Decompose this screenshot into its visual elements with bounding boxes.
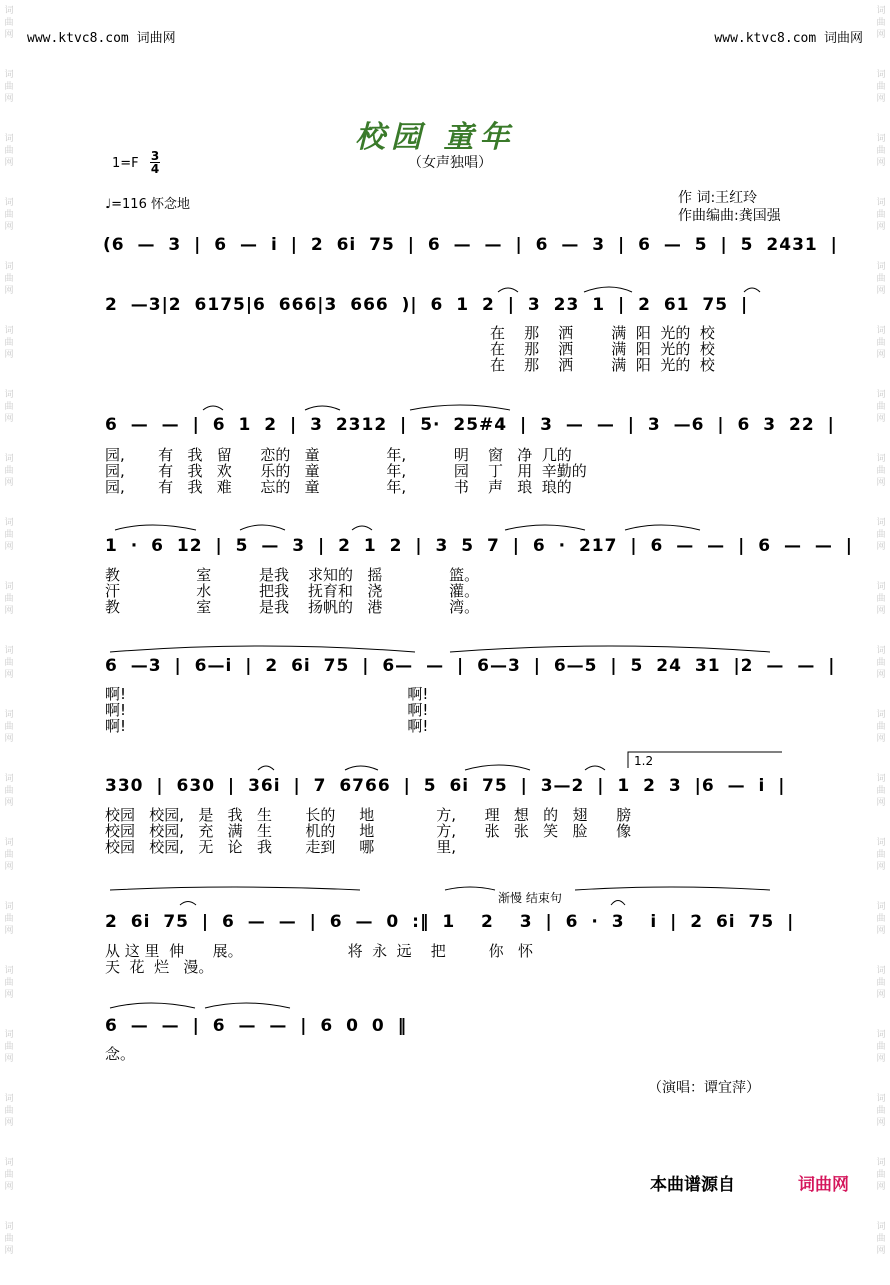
slur (498, 288, 518, 292)
watermark-text: 词 曲 网 (876, 774, 886, 808)
watermark-text: 词 曲 网 (876, 6, 886, 40)
watermark-text: 词 曲 网 (876, 1158, 886, 1192)
slur (505, 525, 585, 530)
watermark-text: 词 曲 网 (4, 902, 14, 936)
lyrics-row-4-verse-2: 汗 水 把我 抚育和 浇 灌。 (105, 582, 480, 600)
watermark-text: 词 曲 网 (876, 1030, 886, 1064)
watermark-text: 词 曲 网 (4, 326, 14, 360)
fermata (611, 901, 625, 906)
key-signature: 1=F (112, 156, 139, 171)
lyrics-row-2-verse-2: 在 那 洒 满 阳 光的 校 (490, 340, 715, 358)
lyrics-row-3-verse-3: 园, 有 我 难 忘的 童 年, 书 声 琅 琅的 (105, 478, 572, 496)
slur (115, 525, 196, 530)
watermark-text: 词 曲 网 (876, 454, 886, 488)
meter-bottom: 4 (150, 162, 160, 176)
watermark-text: 词 曲 网 (4, 582, 14, 616)
meter-top: 3 (150, 149, 160, 163)
lyrics-row-5-verse-1: 啊! 啊! (105, 685, 429, 703)
score-row-3: 6 — — | 6 1 2 | 3 2312 | 5· 25#4 | 3 — — | 3 —6 | 6 3 22 | (105, 415, 835, 435)
score-row-5: 6 —3 | 6—i | 2 6i 75 | 6— — | 6—3 | 6—5 | 5 24 31 |2 — — | (105, 656, 836, 676)
watermark-text: 词 曲 网 (876, 582, 886, 616)
watermark-text: 词 曲 网 (4, 6, 14, 40)
slur (345, 766, 378, 770)
watermark-text: 词 曲 网 (876, 326, 886, 360)
slur (240, 525, 285, 530)
watermark-text: 词 曲 网 (4, 774, 14, 808)
header-left: www.ktvc8.com 词曲网 (27, 31, 176, 46)
watermark-text: 词 曲 网 (4, 454, 14, 488)
lyrics-row-8-verse-1: 念。 (105, 1045, 136, 1063)
watermark-text: 词 曲 网 (4, 966, 14, 1000)
watermark-text: 词 曲 网 (4, 390, 14, 424)
watermark-text: 词 曲 网 (876, 518, 886, 552)
lyrics-row-5-verse-3: 啊! 啊! (105, 717, 429, 735)
lyrics-row-2-verse-3: 在 那 洒 满 阳 光的 校 (490, 356, 715, 374)
slur (584, 287, 632, 292)
slur (585, 766, 605, 770)
watermark-text: 词 曲 网 (4, 1030, 14, 1064)
watermark-text: 词 曲 网 (4, 262, 14, 296)
slur (410, 405, 510, 410)
lyricist-credit: 作 词:王红玲 (678, 190, 758, 206)
tempo-mark: ♩=116 怀念地 (105, 197, 190, 212)
source-label: 本曲谱源自 (650, 1175, 735, 1195)
watermark-text: 词 曲 网 (4, 1158, 14, 1192)
watermark-text: 词 曲 网 (4, 710, 14, 744)
watermark-text: 词 曲 网 (4, 518, 14, 552)
lyrics-row-5-verse-2: 啊! 啊! (105, 701, 429, 719)
watermark-text: 词 曲 网 (876, 390, 886, 424)
lyrics-row-3-verse-2: 园, 有 我 欢 乐的 童 年, 园 丁 用 辛勤的 (105, 462, 587, 480)
composer-credit: 作曲编曲:龚国强 (678, 208, 781, 224)
watermark-text: 词 曲 网 (876, 1094, 886, 1128)
watermark-text: 词 曲 网 (4, 1222, 14, 1256)
watermark-text: 词 曲 网 (4, 646, 14, 680)
slur (203, 406, 223, 410)
lyrics-row-6-verse-1: 校园 校园, 是 我 生 长的 地 方, 理 想 的 翅 膀 (105, 806, 632, 824)
slur (575, 887, 770, 890)
watermark-text: 词 曲 网 (876, 262, 886, 296)
watermark-text: 词 曲 网 (876, 1222, 886, 1256)
watermark-text: 词 曲 网 (876, 838, 886, 872)
watermark-text: 词 曲 网 (4, 70, 14, 104)
watermark-text: 词 曲 网 (4, 1094, 14, 1128)
volta-label: 1.2 (634, 754, 654, 768)
lyrics-row-6-verse-2: 校园 校园, 充 满 生 机的 地 方, 张 张 笑 脸 像 (105, 822, 632, 840)
lyrics-row-7-verse-2: 天 花 烂 漫。 (105, 958, 214, 976)
slur (110, 1003, 195, 1008)
lyrics-row-7-verse-1: 从 这 里 伸 展。 将 永 远 把 你 怀 (105, 942, 533, 960)
slur (625, 525, 700, 530)
watermark-text: 词 曲 网 (876, 134, 886, 168)
lyrics-row-4-verse-3: 教 室 是我 扬帆的 港 湾。 (105, 598, 480, 616)
lyrics-row-6-verse-3: 校园 校园, 无 论 我 走到 哪 里, (105, 838, 456, 856)
score-row-8: 6 — — | 6 — — | 6 0 0 ‖ (105, 1016, 408, 1036)
watermark-text: 词 曲 网 (876, 198, 886, 232)
header-right: www.ktvc8.com 词曲网 (714, 31, 863, 46)
slur (205, 1003, 290, 1008)
slur (744, 288, 760, 292)
slur (110, 887, 360, 890)
slur (450, 646, 770, 652)
slur (258, 766, 274, 770)
ritardando-mark: 渐慢 结束句 (498, 891, 562, 905)
slur (110, 646, 415, 652)
performer-credit: （演唱：谭宜萍） (648, 1080, 760, 1096)
lyrics-row-2-verse-1: 在 那 洒 满 阳 光的 校 (490, 324, 715, 342)
song-title: 校园 童年 (355, 120, 516, 155)
brand-logo: 词曲网 (798, 1175, 849, 1195)
watermark-text: 词 曲 网 (876, 710, 886, 744)
watermark-text: 词 曲 网 (4, 838, 14, 872)
watermark-text: 词 曲 网 (876, 902, 886, 936)
watermark-text: 词 曲 网 (4, 198, 14, 232)
slur (445, 887, 495, 890)
slur (305, 406, 340, 410)
slur (465, 765, 530, 770)
score-row-1: (6 — 3 | 6 — i | 2 6i 75 | 6 — — | 6 — 3 | 6 — 5 | 5 2431 | (103, 235, 838, 255)
score-row-7: 2 6i 75 | 6 — — | 6 — 0 :‖ 1 2 3 | 6 · 3 i | 2 6i 75 | (105, 912, 795, 932)
score-row-2: 2 —3|2 6175|6 666|3 666 )| 6 1 2 | 3 23 1 | 2 61 75 | (105, 295, 749, 315)
volta-bracket (628, 752, 782, 768)
watermark-text: 词 曲 网 (4, 134, 14, 168)
slur (180, 902, 196, 906)
watermark-text: 词 曲 网 (876, 70, 886, 104)
score-row-4: 1 · 6 12 | 5 — 3 | 2 1 2 | 3 5 7 | 6 · 217 | 6 — — | 6 — — | (105, 536, 854, 556)
score-row-6: 330 | 630 | 36i | 7 6766 | 5 6i 75 | 3—2 | 1 2 3 |6 — i | (105, 776, 786, 796)
lyrics-row-3-verse-1: 园, 有 我 留 恋的 童 年, 明 窗 净 几的 (105, 446, 572, 464)
watermark-text: 词 曲 网 (876, 646, 886, 680)
song-subtitle: （女声独唱） (408, 155, 492, 171)
watermark-text: 词 曲 网 (876, 966, 886, 1000)
lyrics-row-4-verse-1: 教 室 是我 求知的 摇 篮。 (105, 566, 480, 584)
slur (352, 526, 372, 530)
